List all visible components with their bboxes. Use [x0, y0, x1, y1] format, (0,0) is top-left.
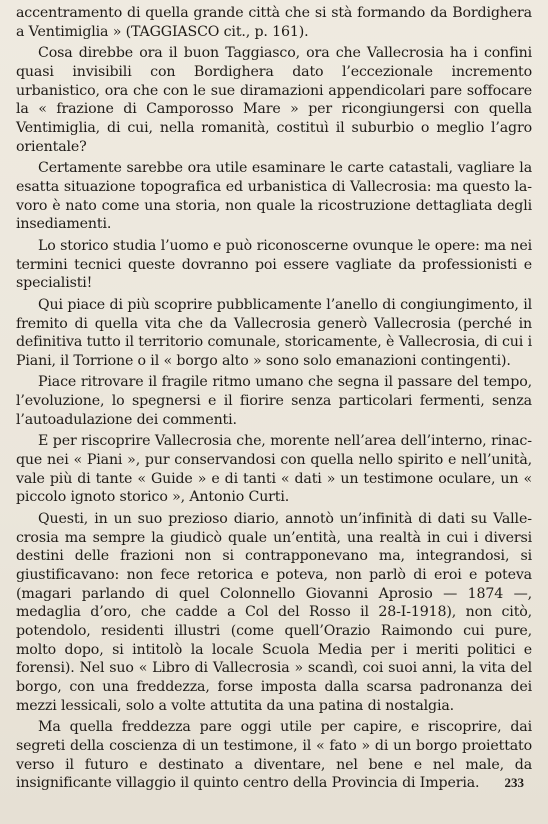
body-text [16, 4, 532, 793]
paragraph-7: E per riscoprire Vallecrosia che, morente nell’area dell’interno, rinacque nei « Piani », pur conservandosi con quella nello spirito e nell’unità, vale più di tante « Guide » e di tanti « dati » un testimone oculare, un « piccolo ignoto storico », Antonio Curti. [16, 433, 532, 506]
paragraph-8: Questi, in un suo prezioso diario, annotò un’infinità di dati su Vallecrosia ma sempre la giudicò quale un’entità, una realtà in cui i diversi destini delle frazioni non si contrapponevano ma, integrandosi, si giustificavano: non fece retorica e poteva, non parlò di eroi e poteva (magari parlando di quel Colonnello Giovanni Aprosio — 1874 —, medaglia d’oro, che cadde a Col del Rosso il 28-I-1918), non citò, potendolo, residenti illustri (come quell’Orazio Raimondo cui pure, molto dopo, si intitolò la locale Scuola Media per i meriti politici e forensi). Nel suo « Libro di Vallecrosia » scandì, coi suoi anni, la vita del borgo, con una freddezza, forse imposta dalla scarsa padronanza dei mezzi lessicali, solo a volte attutita da una patina di nostalgia. [16, 511, 532, 714]
paragraph-5: Qui piace di più scoprire pubblicamente l’anello di congiungimento, il fremito di quella vita che da Vallecrosia generò Vallecrosia (perché in definitiva tutto il territorio comunale, storicamente, è Vallecrosia, di cui i Piani, il Torrione o il « borgo alto » sono solo emanazioni contingenti). [16, 296, 532, 369]
paragraph-9: Ma quella freddezza pare oggi utile per capire, e riscoprire, dai segreti della coscienza di un testimone, il « fato » di un borgo proiettato verso il futuro e destinato a diventare, nel bene e nel male, da insignificante villaggio il quinto centro della Provincia di Imperia. [16, 719, 532, 792]
paragraph-2: Cosa direbbe ora il buon Taggiasco, ora che Vallecrosia ha i confini quasi invisibili con Bordighera dato l’eccezionale incremento urbanistico, ora che con le sue diramazioni appendicolari pare soffocare la « frazione di Camporosso Mare » per ricongiungersi con quella Ventimiglia, di cui, nella romanità, costituì il suburbio o meglio l’agro orientale? [16, 45, 532, 155]
page-number: 233 [504, 775, 524, 790]
paragraph-3: Certamente sarebbe ora utile esaminare le carte catastali, vagliare la esatta situazione topografica ed urbanistica di Vallecrosia: ma questo lavoro è nato come una storia, non quale la ricostruzione dettagliata degli insediamenti. [16, 160, 532, 233]
paragraph-4: Lo storico studia l’uomo e può riconoscerne ovunque le opere: ma nei termini tecnici queste dovranno poi essere vagliate da professionisti e specialisti! [16, 237, 532, 292]
paragraph-1: accentramento di quella grande città che si stà formando da Bordighera a Ventimiglia » (TAGGIASCO cit., p. 161). [16, 5, 532, 40]
paragraph-6: Piace ritrovare il fragile ritmo umano che segna il passare del tempo, l’evoluzione, lo spegnersi e il fiorire senza particolari fermenti, senza l’autoadulazione dei commenti. [16, 374, 532, 428]
